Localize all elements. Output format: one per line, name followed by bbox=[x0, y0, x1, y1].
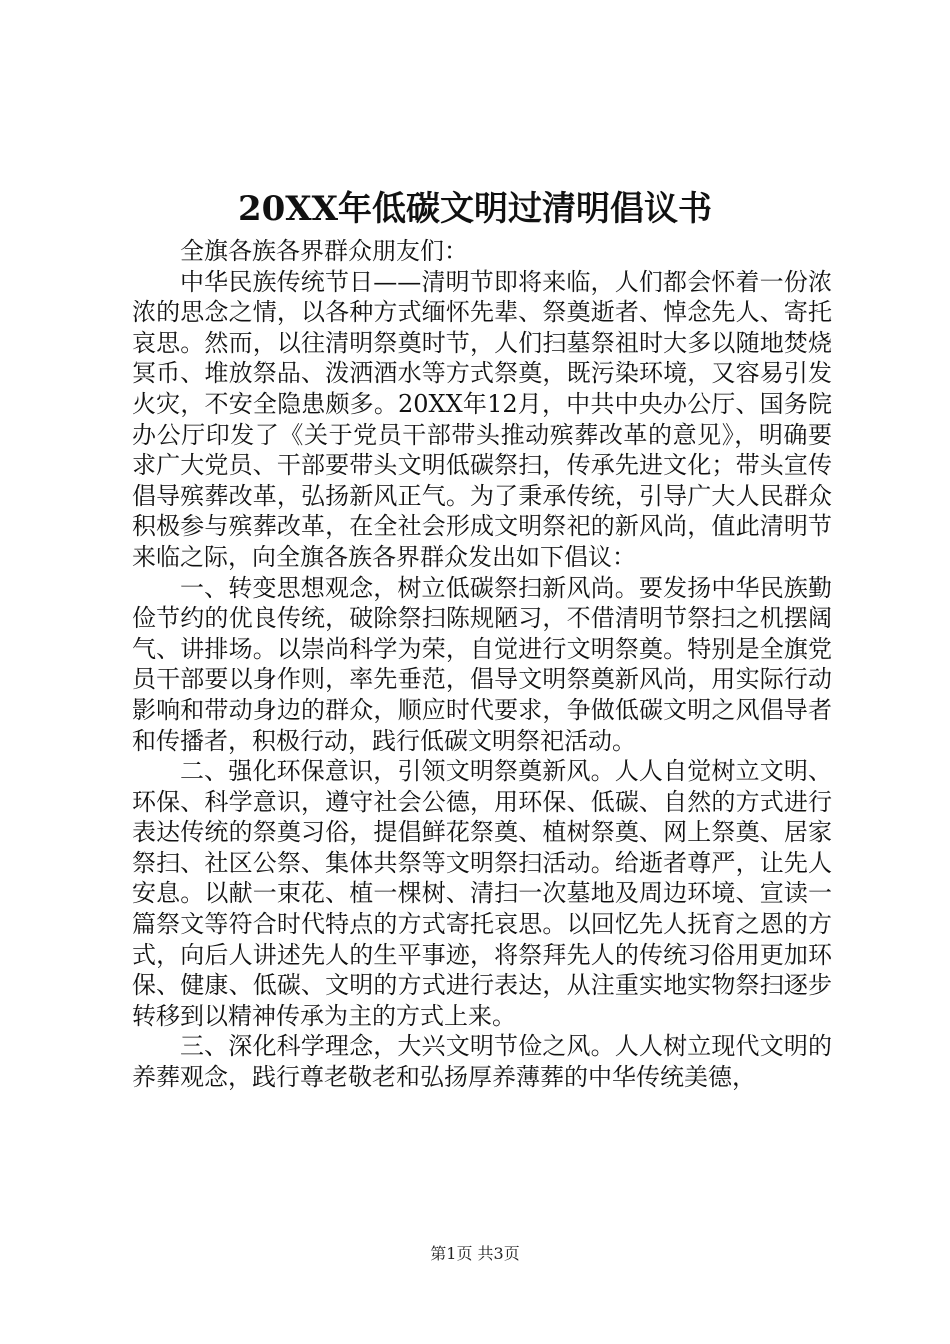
document-title: 20XX年低碳文明过清明倡议书 bbox=[237, 189, 713, 229]
proposal-1-paragraph: 一、转变思想观念，树立低碳祭扫新风尚。要发扬中华民族勤俭节约的优良传统，破除祭扫陈规陋习，不借清明节祭扫之机摆阔气、讲排场。以崇尚科学为荣，自觉进行文明祭奠。特别是全旗党员干部要以身作则，率先垂范，倡导文明祭奠新风尚，用实际行动影响和带动身边的群众，顺应时代要求，争做低碳文明之风倡导者和传播者，积极行动，践行低碳文明祭祀活动。 bbox=[132, 573, 832, 755]
intro-paragraph: 中华民族传统节日——清明节即将来临，人们都会怀着一份浓浓的思念之情，以各种方式缅怀先辈、祭奠逝者、悼念先人、寄托哀思。然而，以往清明祭奠时节，人们扫墓祭祖时大多以随地焚烧冥币、堆放祭品、泼洒酒水等方式祭奠，既污染环境，又容易引发火灾，不安全隐患颇多。20XX年12月，中共中央办公厅、国务院办公厅印发了《关于党员干部带头推动殡葬改革的意见》，明确要求广大党员、干部要带头文明低碳祭扫，传承先进文化；带头宣传倡导殡葬改革，弘扬新风正气。为了秉承传统，引导广大人民群众积极参与殡葬改革，在全社会形成文明祭祀的新风尚，值此清明节来临之际，向全旗各族各界群众发出如下倡议： bbox=[132, 267, 832, 571]
document-body bbox=[132, 236, 832, 1093]
proposal-2-paragraph: 二、强化环保意识，引领文明祭奠新风。人人自觉树立文明、环保、科学意识，遵守社会公德，用环保、低碳、自然的方式进行表达传统的祭奠习俗，提倡鲜花祭奠、植树祭奠、网上祭奠、居家祭扫、社区公祭、集体共祭等文明祭扫活动。给逝者尊严，让先人安息。以献一束花、植一棵树、清扫一次墓地及周边环境、宣读一篇祭文等符合时代特点的方式寄托哀思。以回忆先人抚育之恩的方式，向后人讲述先人的生平事迹，将祭拜先人的传统习俗用更加环保、健康、低碳、文明的方式进行表达，从注重实地实物祭扫逐步转移到以精神传承为主的方式上来。 bbox=[132, 757, 832, 1030]
page-footer: 第1页 共3页 bbox=[430, 1244, 520, 1263]
salutation-paragraph: 全旗各族各界群众朋友们： bbox=[180, 237, 468, 265]
proposal-3-paragraph: 三、深化科学理念，大兴文明节俭之风。人人树立现代文明的养葬观念，践行尊老敬老和弘扬厚养薄葬的中华传统美德， bbox=[132, 1032, 832, 1092]
